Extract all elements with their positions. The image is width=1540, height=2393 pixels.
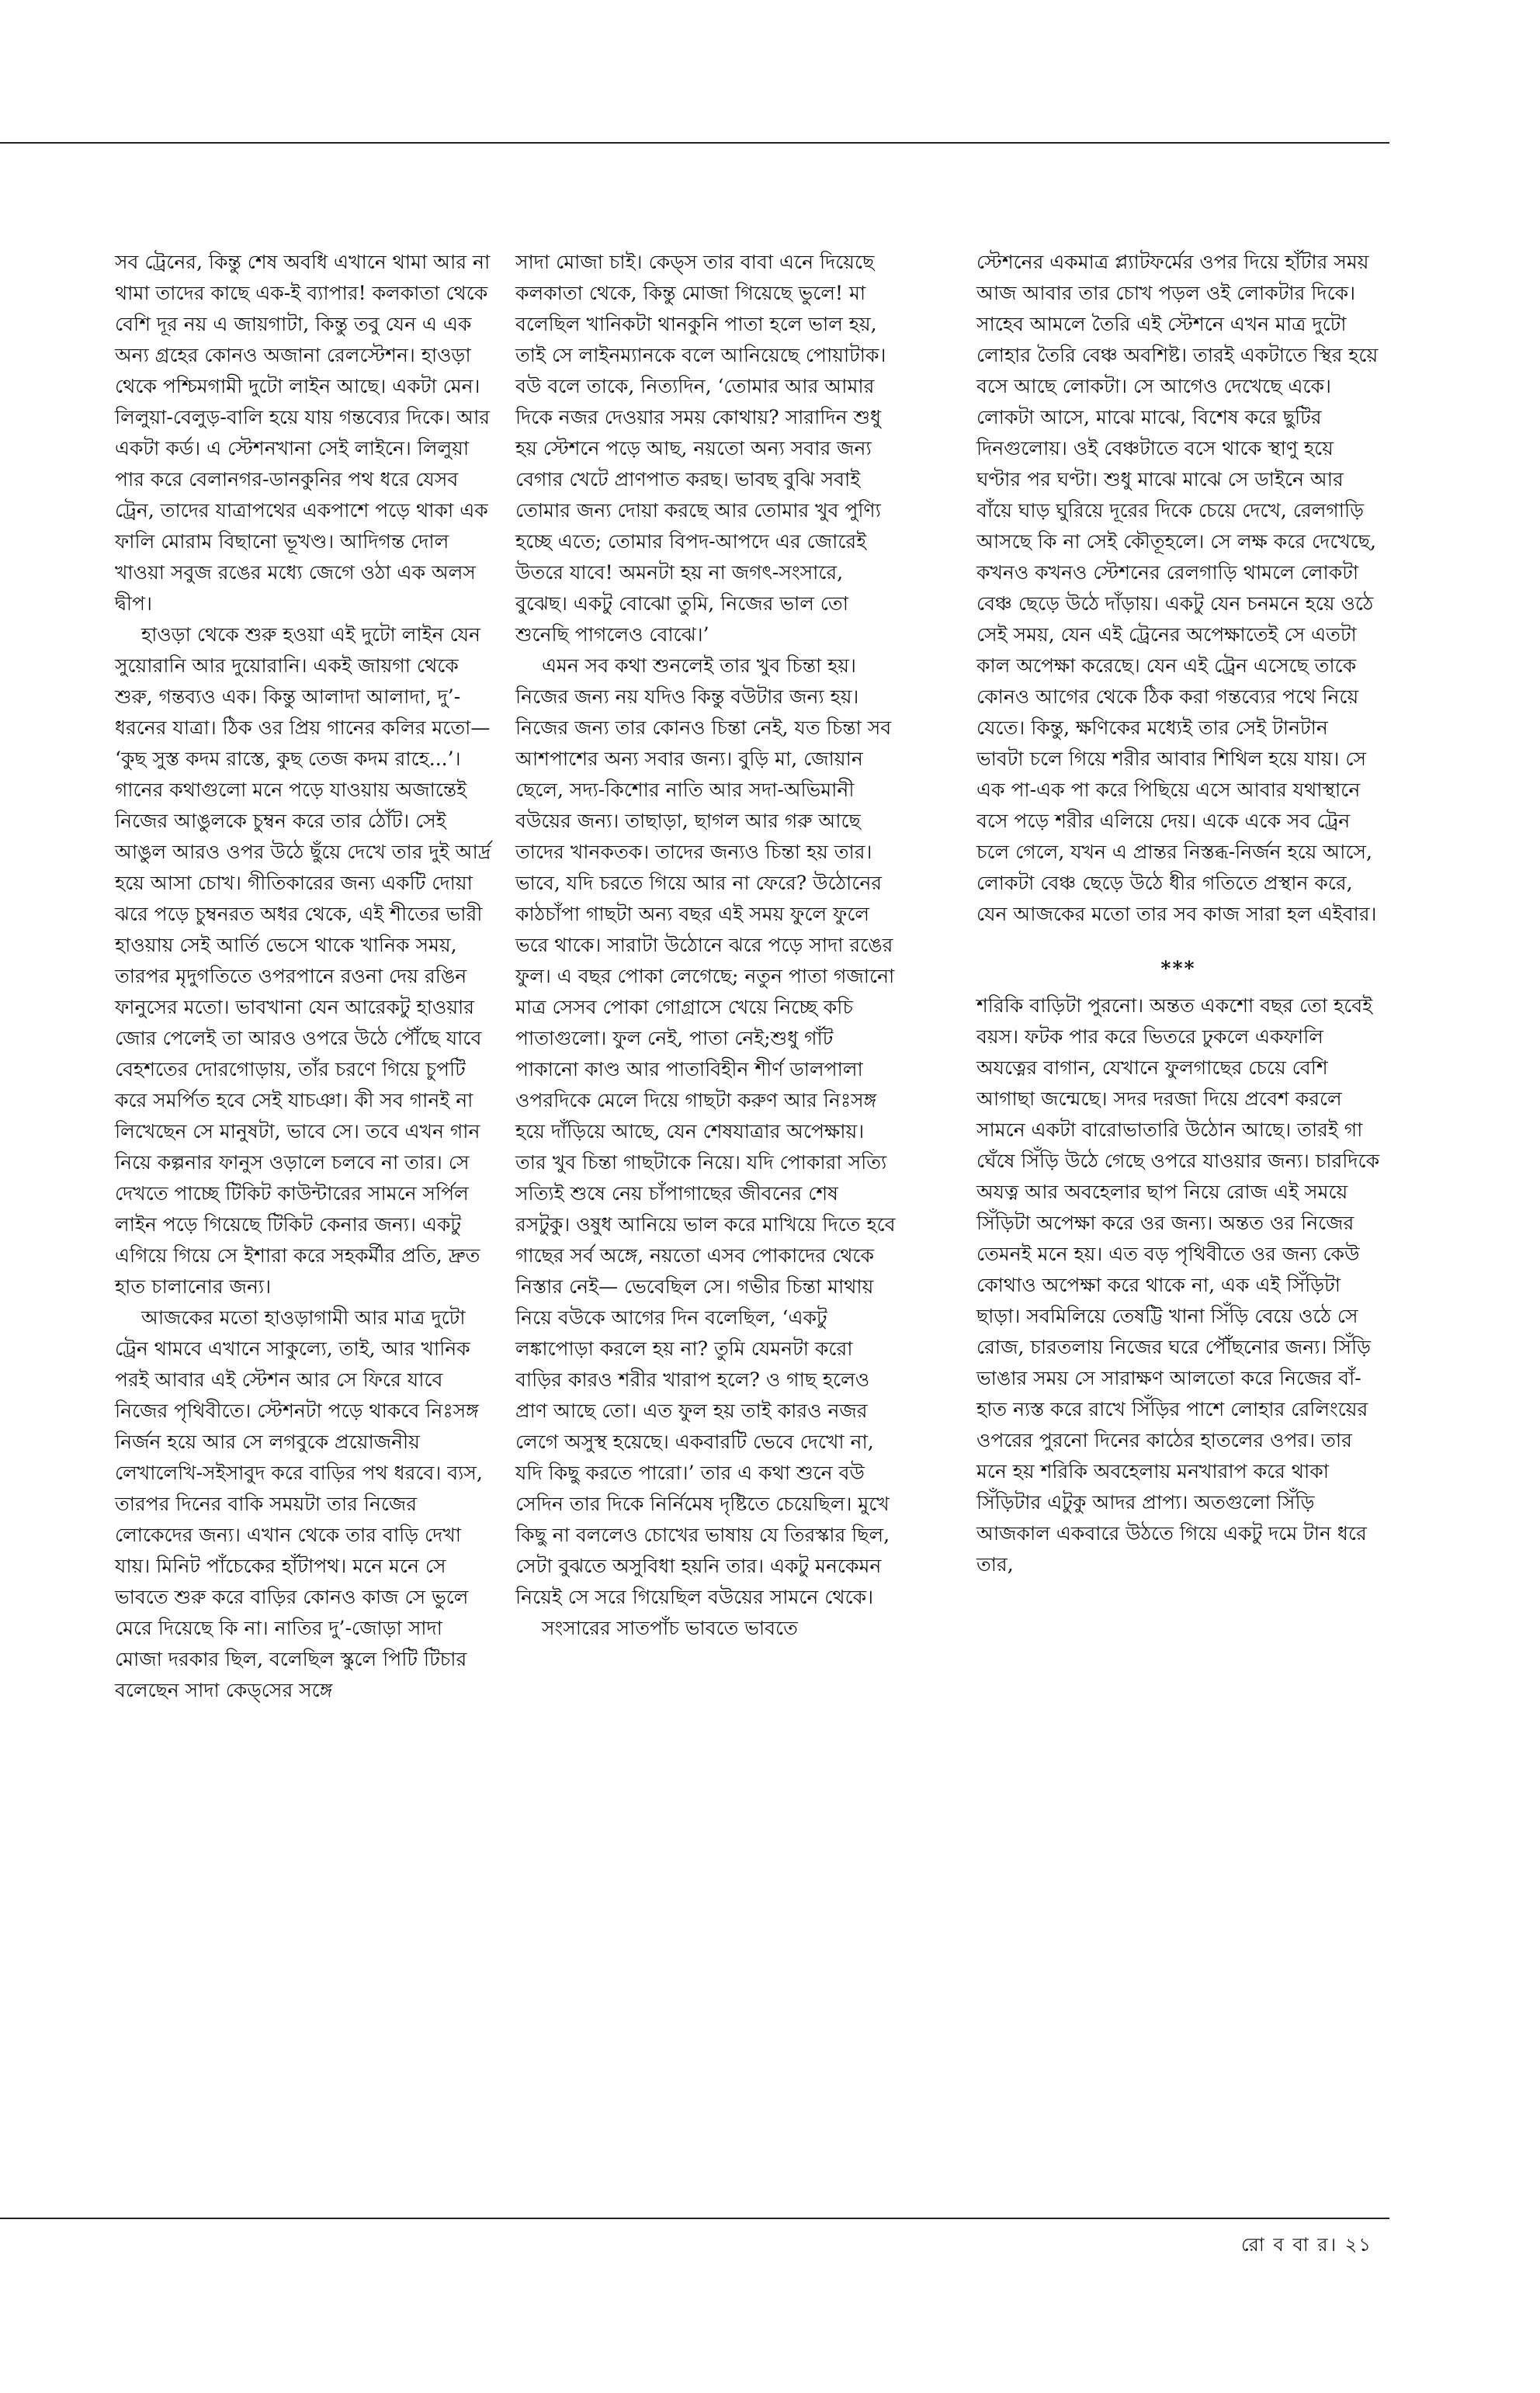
article-column-1 (115, 247, 495, 1706)
section-separator: *** (1160, 957, 1196, 980)
article-column-3 (976, 247, 1380, 1580)
paragraph: সব ট্রেনের, কিন্তু শেষ অবধি এখানে থামা আর না থামা তাদের কাছে এক-ই ব্যাপার! কলকাতা থেকে বেশি দূর নয় এ জায়গাটা, কিন্তু তবু যেন এ এক অন্য গ্রহের কোনও অজানা রেলস্টেশন। হাওড়া থেকে পশ্চিমগামী দুটো লাইন আছে। একটা মেন। লিলুয়া-বেলুড়-বালি হয়ে যায় গন্তব্যের দিকে। আর একটা কর্ড। এ স্টেশনখানা সেই লাইনে। লিলুয়া পার করে বেলানগর-ডানকুনির পথ ধরে যেসব ট্রেন, তাদের যাত্রাপথের একপাশে পড়ে থাকা এক ফালি মোরাম বিছানো ভূখণ্ড। আদিগন্ত দোল খাওয়া সবুজ রঙের মধ্যে জেগে ওঠা এক অলস দ্বীপ। (115, 251, 491, 615)
paragraph: এমন সব কথা শুনলেই তার খুব চিন্তা হয়। নিজের জন্য নয় যদিও কিন্তু বউটার জন্য হয়। নিজের জন্য তার কোনও চিন্তা নেই, যত চিন্তা সব আশপাশের অন্য সবার জন্য। বুড়ি মা, জোয়ান ছেলে, সদ্য-কিশোর নাতি আর সদা-অভিমানী বউয়ের জন্য। তাছাড়া, ছাগল আর গরু আছে তাদের খানকতক। তাদের জন্যও চিন্তা হয় তার। ভাবে, যদি চরতে গিয়ে আর না ফেরে? উঠোনের কাঠচাঁপা গাছটা অন্য বছর এই সময় ফুলে ফুলে ভরে থাকে। সারাটা উঠোনে ঝরে পড়ে সাদা রঙের ফুল। এ বছর পোকা লেগেছে; নতুন পাতা গজানো মাত্র সেসব পোকা গোগ্রাসে খেয়ে নিচ্ছে কচি পাতাগুলো। ফুল নেই, পাতা নেই;শুধু গাঁট পাকানো কাণ্ড আর পাতাবিহীন শীর্ণ ডালপালা ওপরদিকে মেলে দিয়ে গাছটা করুণ আর নিঃসঙ্গ হয়ে দাঁড়িয়ে আছে, যেন শেষযাত্রার অপেক্ষায়। তার খুব চিন্তা গাছটাকে নিয়ে। যদি পোকারা সত্যি সত্যিই শুষে নেয় চাঁপাগাছের জীবনের শেষ রসটুকু। ওষুধ আনিয়ে ভাল করে মাখিয়ে দিতে হবে গাছের সর্ব অঙ্গে, নয়তো এসব পোকাদের থেকে নিস্তার নেই— ভেবেছিল সে। গভীর চিন্তা মাথায় নিয়ে বউকে আগের দিন বলেছিল, ‘একটু লঙ্কাপোড়া করলে হয় না? তুমি যেমনটা করো বাড়ির কারও শরীর খারাপ হলে? ও গাছ হলেও প্রাণ আছে তো। এত ফুল হয় তাই কারও নজর লেগে অসুস্থ হয়েছে। একবারটি ভেবে দেখো না, যদি কিছু করতে পারো।’ তার এ কথা শুনে বউ সেদিন তার দিকে নির্নিমেষ দৃষ্টিতে চেয়েছিল। মুখে কিছু না বললেও চোখের ভাষায় যে তিরস্কার ছিল, সেটা বুঝতে অসুবিধা হয়নি তার। একটু মনকেমন নিয়েই সে সরে গিয়েছিল বউয়ের সামনে থেকে। (515, 654, 896, 1608)
paragraph: সংসারের সাতপাঁচ ভাবতে ভাবতে (542, 1617, 798, 1639)
paragraph: শরিকি বাড়িটা পুরনো। অন্তত একশো বছর তো হবেই বয়স। ফটক পার করে ভিতরে ঢুকলে একফালি অযত্নের বাগান, যেখানে ফুলগাছের চেয়ে বেশি আগাছা জন্মেছে। সদর দরজা দিয়ে প্রবেশ করলে সামনে একটা বারোভাতারি উঠোন আছে। তারই গা ঘেঁষে সিঁড়ি উঠে গেছে ওপরে যাওয়ার জন্য। চারদিকে অযত্ন আর অবহেলার ছাপ নিয়ে রোজ এই সময়ে সিঁড়িটা অপেক্ষা করে ওর জন্য। অন্তত ওর নিজের তেমনই মনে হয়। এত বড় পৃথিবীতে ওর জন্য কেউ কোথাও অপেক্ষা করে থাকে না, এক এই সিঁড়িটা ছাড়া। সবমিলিয়ে তেষট্টি খানা সিঁড়ি বেয়ে ওঠে সে রোজ, চারতলায় নিজের ঘরে পৌঁছনোর জন্য। সিঁড়ি ভাঙার সময় সে সারাক্ষণ আলতো করে নিজের বাঁ-হাত ন্যস্ত করে রাখে সিঁড়ির পাশে লোহার রেলিংয়ের ওপরের পুরনো দিনের কাঠের হাতলের ওপর। তার মনে হয় শরিকি অবহেলায় মনখারাপ করে থাকা সিঁড়িটার এটুকু আদর প্রাপ্য। অতগুলো সিঁড়ি আজকাল একবারে উঠতে গিয়ে একটু দমে টান ধরে তার, (976, 994, 1380, 1576)
paragraph: সাদা মোজা চাই। কেড্‌স তার বাবা এনে দিয়েছে কলকাতা থেকে, কিন্তু মোজা গিয়েছে ভুলে! মা বলেছিল খানিকটা থানকুনি পাতা হলে ভাল হয়, তাই সে লাইনম্যানকে বলে আনিয়েছে পোয়াটাক। বউ বলে তাকে, নিত্যদিন, ‘তোমার আর আমার দিকে নজর দেওয়ার সময় কোথায়? সারাদিন শুধু হয় স্টেশনে পড়ে আছ, নয়তো অন্য সবার জন্য বেগার খেটে প্রাণপাত করছ। ভাবছ বুঝি সবাই তোমার জন্য দোয়া করছে আর তোমার খুব পুণ্যি হচ্ছে এতে; তোমার বিপদ-আপদে এর জোরেই উতরে যাবে! অমনটা হয় না জগৎ-সংসারে, বুঝেছ। একটু বোঝো তুমি, নিজের ভাল তো শুনেছি পাগলেও বোঝে।’ (515, 251, 886, 646)
page-footer: রো ব বা র। ২১ (1240, 2234, 1372, 2256)
paragraph: আজকের মতো হাওড়াগামী আর মাত্র দুটো ট্রেন থামবে এখানে সাকুল্যে, তাই, আর খানিক পরই আবার এই স্টেশন আর সে ফিরে যাবে নিজের পৃথিবীতে। স্টেশনটা পড়ে থাকবে নিঃসঙ্গ নির্জন হয়ে আর সে লগবুকে প্রয়োজনীয় লেখালেখি-সইসাবুদ করে বাড়ির পথ ধরবে। ব্যস, তারপর দিনের বাকি সময়টা তার নিজের লোকেদের জন্য। এখান থেকে তার বাড়ি দেখা যায়। মিনিট পাঁচেকের হাঁটাপথ। মনে মনে সে ভাবতে শুরু করে বাড়ির কোনও কাজ সে ভুলে মেরে দিয়েছে কি না। নাতির দু’-জোড়া সাদা মোজা দরকার ছিল, বলেছিল স্কুলে পিটি টিচার বলেছেন সাদা কেড্‌সের সঙ্গে (115, 1306, 483, 1701)
paragraph: স্টেশনের একমাত্র প্ল্যাটফর্মের ওপর দিয়ে হাঁটার সময় আজ আবার তার চোখ পড়ল ওই লোকটার দিকে। সাহেব আমলে তৈরি এই স্টেশনে এখন মাত্র দুটো লোহার তৈরি বেঞ্চ অবশিষ্ট। তারই একটাতে স্থির হয়ে বসে আছে লোকটা। সে আগেও দেখেছে একে। লোকটা আসে, মাঝে মাঝে, বিশেষ করে ছুটির দিনগুলোয়। ওই বেঞ্চটাতে বসে থাকে স্থাণু হয়ে ঘণ্টার পর ঘণ্টা। শুধু মাঝে মাঝে সে ডাইনে আর বাঁয়ে ঘাড় ঘুরিয়ে দূরের দিকে চেয়ে দেখে, রেলগাড়ি আসছে কি না সেই কৌতূহলে। সে লক্ষ করে দেখেছে, কখনও কখনও স্টেশনের রেলগাড়ি থামলে লোকটা বেঞ্চ ছেড়ে উঠে দাঁড়ায়। একটু যেন চনমনে হয়ে ওঠে সেই সময়, যেন এই ট্রেনের অপেক্ষাতেই সে এতটা কাল অপেক্ষা করেছে। যেন এই ট্রেন এসেছে তাকে কোনও আগের থেকে ঠিক করা গন্তব্যের পথে নিয়ে যেতে। কিন্তু, ক্ষণিকের মধ্যেই তার সেই টানটান ভাবটা চলে গিয়ে শরীর আবার শিথিল হয়ে যায়। সে এক পা-এক পা করে পিছিয়ে এসে আবার যথাস্থানে বসে পড়ে শরীর এলিয়ে দেয়। একে একে সব ট্রেন চলে গেলে, যখন এ প্রান্তর নিস্তব্ধ-নির্জন হয়ে আসে, লোকটা বেঞ্চ ছেড়ে উঠে ধীর গতিতে প্রস্থান করে, যেন আজকের মতো তার সব কাজ সারা হল এইবার। (976, 251, 1379, 925)
article-column-2 (515, 247, 896, 1644)
bottom-rule (0, 2218, 1389, 2219)
top-rule (0, 142, 1389, 144)
paragraph: হাওড়া থেকে শুরু হওয়া এই দুটো লাইন যেন সুয়োরানি আর দুয়োরানি। একই জায়গা থেকে শুরু, গন্তব্যও এক। কিন্তু আলাদা আলাদা, দু’-ধরনের যাত্রা। ঠিক ওর প্রিয় গানের কলির মতো— ‘কুছ সুস্ত কদম রাস্তে, কুছ তেজ কদম রাহে...’। গানের কথাগুলো মনে পড়ে যাওয়ায় অজান্তেই নিজের আঙুলকে চুম্বন করে তার ঠোঁট। সেই আঙুল আরও ওপর উঠে ছুঁয়ে দেখে তার দুই আর্দ্র হয়ে আসা চোখ। গীতিকারের জন্য একটি দোয়া ঝরে পড়ে চুম্বনরত অধর থেকে, এই শীতের ভারী হাওয়ায় সেই আর্তি ভেসে থাকে খানিক সময়, তারপর মৃদুগতিতে ওপরপানে রওনা দেয় রঙিন ফানুসের মতো। ভাবখানা যেন আরেকটু হাওয়ার জোর পেলেই তা আরও ওপরে উঠে পৌঁছে যাবে বেহশতের দোরগোড়ায়, তাঁর চরণে গিয়ে চুপটি করে সমর্পিত হবে সেই যাচঞা। কী সব গানই না লিখেছেন সে মানুষটা, ভাবে সে। তবে এখন গান নিয়ে কল্পনার ফানুস ওড়ালে চলবে না তার। সে দেখতে পাচ্ছে টিকিট কাউন্টারের সামনে সর্পিল লাইন পড়ে গিয়েছে টিকিট কেনার জন্য। একটু এগিয়ে গিয়ে সে ইশারা করে সহকর্মীর প্রতি, দ্রুত হাত চালানোর জন্য। (115, 623, 491, 1298)
